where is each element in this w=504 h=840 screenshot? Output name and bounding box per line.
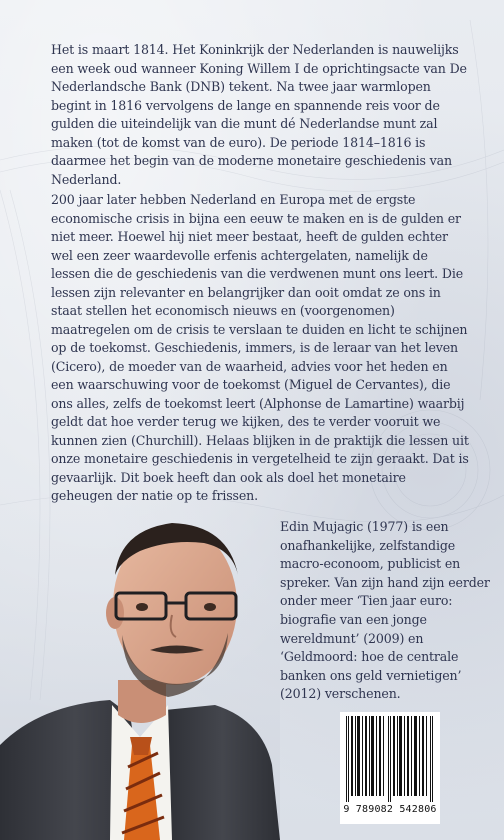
intro-paragraph: Het is maart 1814. Het Koninkrijk der Nederlanden is nauwelijks een week oud wanneer Koning Willem I de oprichtingsacte van De Nederlandsche Bank (DNB) tekent. Na twee jaar warmlopen begint in 1816 vervolgens de lange en spannende reis voor de gulden die uiteindelijk van die munt dé Nederlandse munt zal maken (tot de komst van de euro). De periode 1814–1816 is daarmee het begin van de moderne monetaire geschiedenis van Nederland. (51, 42, 467, 187)
main-paragraph: 200 jaar later hebben Nederland en Europa met de ergste economische crisis in bijna een eeuw te maken en is de gulden er niet meer. Hoewel hij niet meer bestaat, heeft de gulden echter wel een zeer waardevolle erfenis achtergelaten, namelijk de lessen die de geschiedenis van die verdwenen munt ons leert. Die lessen zijn relevanter en belangrijker dan ooit omdat ze ons in staat stellen het economisch nieuws en (voorgenomen) maatregelen om de crisis te verslaan te duiden en licht te schijnen op de toekomst. Geschiedenis, immers, is de leraar van het leven (Cicero), de moeder van de waarheid, advies voor het heden en een waarschuwing voor de toekomst (Miguel de Cervantes), die ons alles, zelfs de toekomst leert (Alphonse de Lamartine) waarbij geldt dat hoe verder terug we kijken, des te verder vooruit we kunnen zien (Churchill). Helaas blijken in de praktijk die lessen uit onze monetaire geschiedenis in vergetelheid te zijn geraakt. Dat is gevaarlijk. Dit boek heeft dan ook als doel het monetaire geheugen der natie op te frissen. (51, 192, 469, 503)
author-bio: Edin Mujagic (1977) is een onafhankelijke, zelfstandige macro-econoom, publicist en spreker. Van zijn hand zijn eerder onder meer ‘Tien jaar euro: biografie van een jonge wereldmunt’ (2009) en ‘Geldmoord: hoe de centrale banken ons geld vernietigen’ (2012) verschenen. (280, 519, 490, 702)
isbn-barcode (340, 712, 440, 824)
author-photo (0, 505, 280, 840)
barcode-bars (344, 716, 436, 802)
isbn-number: 9 789082 542806 (343, 804, 437, 815)
